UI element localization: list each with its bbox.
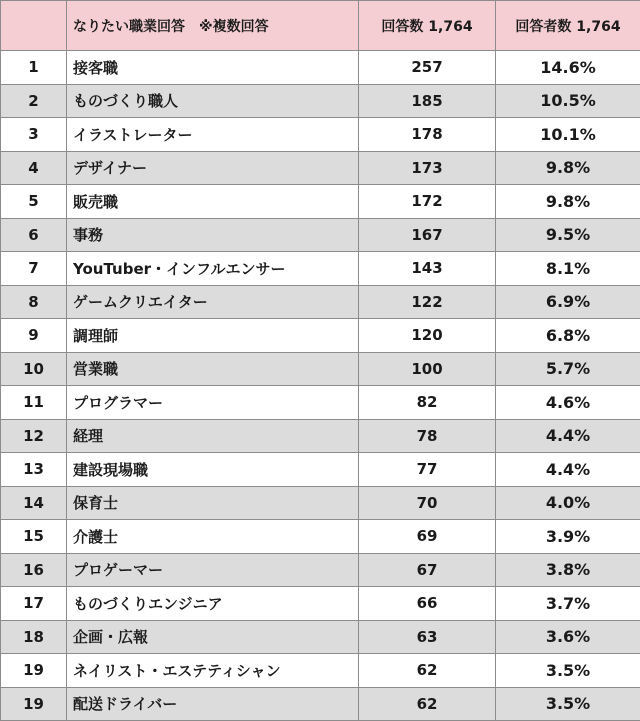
pct-cell: 5.7% bbox=[496, 352, 640, 386]
table-body bbox=[1, 51, 640, 721]
job-cell: イラストレーター bbox=[67, 118, 359, 152]
pct-cell: 4.6% bbox=[496, 386, 640, 420]
header-job: なりたい職業回答 ※複数回答 bbox=[67, 1, 359, 51]
rank-cell: 13 bbox=[1, 453, 67, 487]
table-row bbox=[1, 118, 640, 152]
table-row bbox=[1, 620, 640, 654]
table-row bbox=[1, 453, 640, 487]
job-cell: 建設現場職 bbox=[67, 453, 359, 487]
header-count: 回答数 1,764 bbox=[359, 1, 496, 51]
count-cell: 62 bbox=[359, 654, 496, 688]
rank-cell: 1 bbox=[1, 51, 67, 85]
count-cell: 172 bbox=[359, 185, 496, 219]
pct-cell: 9.8% bbox=[496, 185, 640, 219]
pct-cell: 3.9% bbox=[496, 520, 640, 554]
table-row bbox=[1, 553, 640, 587]
job-cell: 企画・広報 bbox=[67, 620, 359, 654]
table-row bbox=[1, 687, 640, 721]
count-cell: 178 bbox=[359, 118, 496, 152]
pct-cell: 10.1% bbox=[496, 118, 640, 152]
pct-cell: 10.5% bbox=[496, 84, 640, 118]
job-cell: デザイナー bbox=[67, 151, 359, 185]
table-row bbox=[1, 185, 640, 219]
job-cell: 介護士 bbox=[67, 520, 359, 554]
pct-cell: 9.5% bbox=[496, 218, 640, 252]
job-cell: プロゲーマー bbox=[67, 553, 359, 587]
job-cell: 事務 bbox=[67, 218, 359, 252]
pct-cell: 3.8% bbox=[496, 553, 640, 587]
rank-cell: 6 bbox=[1, 218, 67, 252]
count-cell: 62 bbox=[359, 687, 496, 721]
count-cell: 173 bbox=[359, 151, 496, 185]
header-pct: 回答者数 1,764 bbox=[496, 1, 640, 51]
count-cell: 120 bbox=[359, 319, 496, 353]
pct-cell: 8.1% bbox=[496, 252, 640, 286]
rank-cell: 17 bbox=[1, 587, 67, 621]
pct-cell: 3.5% bbox=[496, 687, 640, 721]
job-cell: 営業職 bbox=[67, 352, 359, 386]
rank-cell: 9 bbox=[1, 319, 67, 353]
job-cell: 調理師 bbox=[67, 319, 359, 353]
pct-cell: 4.0% bbox=[496, 486, 640, 520]
table-row bbox=[1, 252, 640, 286]
count-cell: 167 bbox=[359, 218, 496, 252]
job-cell: ゲームクリエイター bbox=[67, 285, 359, 319]
rank-cell: 2 bbox=[1, 84, 67, 118]
count-cell: 69 bbox=[359, 520, 496, 554]
rank-cell: 16 bbox=[1, 553, 67, 587]
count-cell: 257 bbox=[359, 51, 496, 85]
rank-cell: 18 bbox=[1, 620, 67, 654]
job-cell: プログラマー bbox=[67, 386, 359, 420]
table-row bbox=[1, 285, 640, 319]
table-row bbox=[1, 486, 640, 520]
pct-cell: 4.4% bbox=[496, 419, 640, 453]
rank-cell: 19 bbox=[1, 654, 67, 688]
pct-cell: 3.5% bbox=[496, 654, 640, 688]
job-cell: 配送ドライバー bbox=[67, 687, 359, 721]
rank-cell: 14 bbox=[1, 486, 67, 520]
table-row bbox=[1, 419, 640, 453]
pct-cell: 9.8% bbox=[496, 151, 640, 185]
pct-cell: 6.9% bbox=[496, 285, 640, 319]
count-cell: 70 bbox=[359, 486, 496, 520]
pct-cell: 3.6% bbox=[496, 620, 640, 654]
rank-cell: 19 bbox=[1, 687, 67, 721]
pct-cell: 4.4% bbox=[496, 453, 640, 487]
job-cell: ものづくりエンジニア bbox=[67, 587, 359, 621]
rank-cell: 8 bbox=[1, 285, 67, 319]
job-cell: 保育士 bbox=[67, 486, 359, 520]
rank-cell: 10 bbox=[1, 352, 67, 386]
header-rank bbox=[1, 1, 67, 51]
count-cell: 63 bbox=[359, 620, 496, 654]
pct-cell: 14.6% bbox=[496, 51, 640, 85]
count-cell: 185 bbox=[359, 84, 496, 118]
count-cell: 122 bbox=[359, 285, 496, 319]
count-cell: 77 bbox=[359, 453, 496, 487]
table-row bbox=[1, 218, 640, 252]
count-cell: 67 bbox=[359, 553, 496, 587]
rank-cell: 11 bbox=[1, 386, 67, 420]
job-cell: ものづくり職人 bbox=[67, 84, 359, 118]
rank-cell: 4 bbox=[1, 151, 67, 185]
table-row bbox=[1, 654, 640, 688]
rank-cell: 5 bbox=[1, 185, 67, 219]
table-row bbox=[1, 587, 640, 621]
job-cell: YouTuber・インフルエンサー bbox=[67, 252, 359, 286]
count-cell: 78 bbox=[359, 419, 496, 453]
table-row bbox=[1, 51, 640, 85]
rank-cell: 15 bbox=[1, 520, 67, 554]
count-cell: 66 bbox=[359, 587, 496, 621]
job-cell: 経理 bbox=[67, 419, 359, 453]
rank-cell: 12 bbox=[1, 419, 67, 453]
table-row bbox=[1, 386, 640, 420]
table-row bbox=[1, 352, 640, 386]
rank-cell: 3 bbox=[1, 118, 67, 152]
count-cell: 100 bbox=[359, 352, 496, 386]
table-row bbox=[1, 84, 640, 118]
rank-cell: 7 bbox=[1, 252, 67, 286]
count-cell: 82 bbox=[359, 386, 496, 420]
pct-cell: 3.7% bbox=[496, 587, 640, 621]
pct-cell: 6.8% bbox=[496, 319, 640, 353]
job-cell: 接客職 bbox=[67, 51, 359, 85]
job-cell: ネイリスト・エステティシャン bbox=[67, 654, 359, 688]
table-row bbox=[1, 319, 640, 353]
table-row bbox=[1, 520, 640, 554]
count-cell: 143 bbox=[359, 252, 496, 286]
table-row bbox=[1, 151, 640, 185]
job-cell: 販売職 bbox=[67, 185, 359, 219]
header-row bbox=[1, 1, 640, 51]
